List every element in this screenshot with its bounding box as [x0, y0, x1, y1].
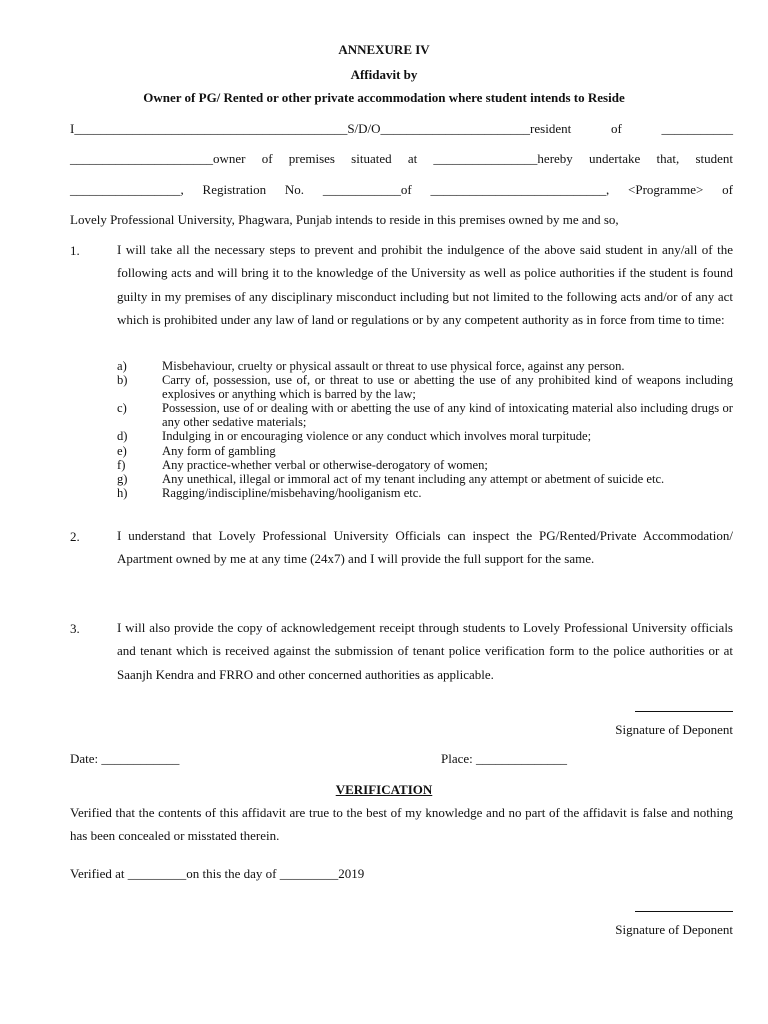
verified-at-line: Verified at _________on this the day of _________2019	[70, 866, 365, 881]
intro-line-1: I__________________________________________S/D/O_______________________resident of ___________	[70, 121, 733, 136]
list-item-text: Any practice-whether verbal or otherwise-derogatory of women;	[162, 457, 488, 472]
point-number: 3.	[70, 621, 80, 636]
list-item	[117, 359, 733, 373]
point-text: I will take all the necessary steps to prevent and prohibit the indulgence of the above said student in any/all of the following acts and will bring it to the knowledge of the University as well as police authorities if the student is found guilty in my premises of any disciplinary misconduct including but not limited to the following acts and/or of any act which is prohibited under any law of land or regulations or by any competent authority as in force from time to time:	[117, 242, 733, 327]
point-number: 1.	[70, 243, 80, 258]
owner-heading: Owner of PG/ Rented or other private accommodation where student intends to Reside	[143, 90, 625, 105]
point-number: 2.	[70, 529, 80, 544]
intro-line-2: ______________________owner of premises situated at ________________hereby undertake that, student	[70, 151, 733, 166]
point-text: I understand that Lovely Professional University Officials can inspect the PG/Rented/Private Accommodation/ Apartment owned by me at any time (24x7) and I will provide the full support for the same.	[117, 528, 733, 567]
list-item-text: Carry of, possession, use of, or threat to use or abetting the use of any prohibited kind of weapons including explosives or anything which is barred by the law;	[162, 373, 733, 402]
signature-line	[635, 910, 733, 912]
list-item-text: Any form of gambling	[162, 443, 276, 458]
annexure-title: ANNEXURE IV	[338, 42, 430, 57]
list-item	[117, 458, 733, 472]
list-item-letter: c)	[117, 401, 127, 416]
list-item	[117, 401, 733, 429]
signature-label: Signature of Deponent	[615, 922, 733, 937]
list-item-text: Any unethical, illegal or immoral act of my tenant including any attempt or abetment of suicide etc.	[162, 471, 665, 486]
affidavit-subtitle: Affidavit by	[350, 67, 418, 82]
list-item-text: Indulging in or encouraging violence or any conduct which involves moral turpitude;	[162, 429, 592, 444]
list-item-letter: g)	[117, 471, 128, 486]
list-item-text: Misbehaviour, cruelty or physical assault or threat to use physical force, against any person.	[162, 359, 625, 373]
list-item-letter: d)	[117, 429, 128, 444]
intro-line-4: Lovely Professional University, Phagwara, Punjab intends to reside in this premises owned by me and so,	[70, 212, 619, 227]
signature-label: Signature of Deponent	[615, 722, 733, 737]
list-item	[117, 373, 733, 401]
verification-text: Verified that the contents of this affidavit are true to the best of my knowledge and no part of the affidavit is false and nothing has been concealed or misstated therein.	[70, 805, 733, 844]
place-field: Place: ______________	[441, 751, 568, 766]
signature-line	[635, 710, 733, 712]
list-item-letter: b)	[117, 373, 128, 388]
list-item	[117, 472, 733, 486]
deponent-signature-block	[560, 706, 733, 738]
list-item	[117, 429, 733, 443]
list-item-letter: e)	[117, 443, 127, 458]
list-item-text: Ragging/indiscipline/misbehaving/hooliganism etc.	[162, 485, 422, 500]
list-item	[117, 486, 733, 500]
list-item-letter: f)	[117, 457, 126, 472]
deponent-signature-block	[560, 906, 733, 938]
point-text: I will also provide the copy of acknowledgement receipt through students to Lovely Professional University officials and tenant which is received against the submission of tenant police verification form to the police authorities or at Saanjh Kendra and FRRO and other concerned authorities as applicable.	[117, 620, 733, 682]
list-item-letter: h)	[117, 485, 128, 500]
list-item-letter: a)	[117, 359, 127, 373]
verification-heading: VERIFICATION	[335, 782, 433, 797]
intro-line-3: _________________, Registration No. ____________of ___________________________, <Programme> of	[70, 182, 733, 197]
prohibited-acts-list	[117, 359, 733, 500]
list-item-text: Possession, use of or dealing with or abetting the use of any kind of intoxicating material also including drugs or any other sedative materials;	[162, 401, 733, 430]
list-item	[117, 444, 733, 458]
date-field: Date: ____________	[70, 751, 180, 766]
